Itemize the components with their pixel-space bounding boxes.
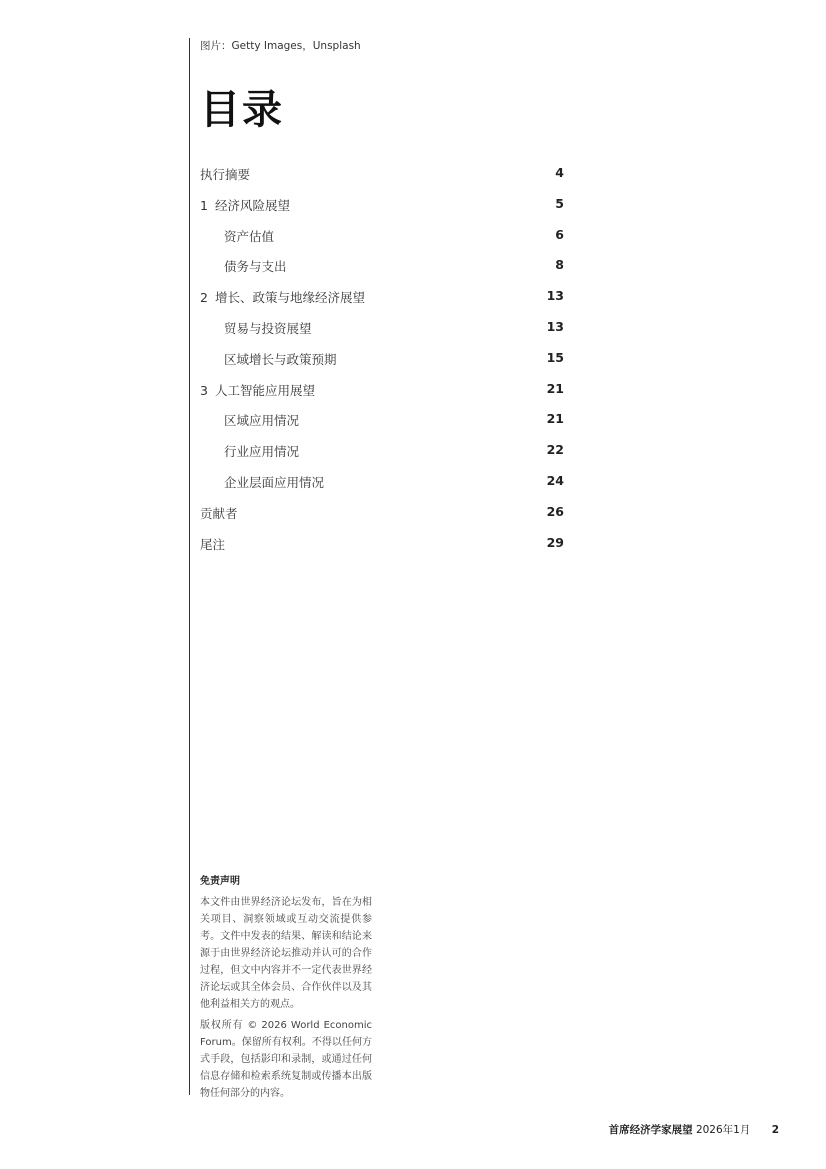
toc-section-number: 2: [200, 290, 208, 306]
toc-page-number: 15: [546, 349, 564, 365]
toc-item[interactable]: [200, 435, 565, 466]
toc-section-title: 贡献者: [200, 505, 238, 521]
toc-section-title: 区域增长与政策预期: [224, 351, 337, 367]
toc-section-number: 3: [200, 382, 208, 398]
toc-section-title: 企业层面应用情况: [224, 474, 325, 490]
toc-item-label: [200, 381, 315, 399]
toc-item-label: [200, 196, 290, 214]
toc-page-number: 13: [546, 288, 564, 304]
toc-item-label: [224, 257, 287, 275]
toc-section-title: 尾注: [200, 536, 226, 552]
photo-credit: 图片：Getty Images，Unsplash: [200, 40, 361, 52]
footer-report-title: 首席经济学家展望: [608, 1124, 693, 1136]
toc-section-title: 人工智能应用展望: [215, 382, 316, 398]
toc-item-label: [224, 442, 299, 460]
toc-item-label: [224, 319, 312, 337]
toc-item-label: [200, 165, 250, 183]
toc-item-label: [200, 535, 225, 553]
toc-page-number: 21: [546, 411, 564, 427]
table-of-contents: [200, 158, 565, 558]
page-footer: [609, 1122, 779, 1137]
toc-item-label: [200, 288, 365, 306]
toc-item-label: [224, 473, 324, 491]
toc-page-number: 5: [555, 195, 564, 211]
disclaimer: [200, 873, 372, 1106]
vertical-rule: [189, 38, 190, 1095]
toc-page-number: 22: [546, 442, 564, 458]
footer-page-number: 2: [771, 1124, 779, 1136]
toc-item[interactable]: [200, 466, 565, 497]
toc-item-label: [224, 411, 299, 429]
toc-item-label: [200, 504, 238, 522]
copyright-paragraph: 版权所有 © 2026 World Economic Forum。保留所有权利。不得以任何方式手段，包括影印和录制，或通过任何信息存储和检索系统复制或传播本出版物任何部分的内容。: [200, 1020, 372, 1099]
toc-item[interactable]: [200, 404, 565, 435]
toc-item-label: [224, 350, 337, 368]
toc-section-title: 经济风险展望: [215, 197, 291, 213]
toc-page-number: 24: [546, 472, 564, 488]
toc-item[interactable]: [200, 343, 565, 374]
disclaimer-paragraph: 本文件由世界经济论坛发布，旨在为相关项目、洞察领域或互动交流提供参考。文件中发表的结果、解读和结论来源于由世界经济论坛推动并认可的合作过程，但文中内容并不一定代表世界经济论坛或其全体会员、合作伙伴以及其他利益相关方的观点。: [200, 897, 372, 1010]
toc-item[interactable]: [200, 528, 565, 559]
disclaimer-title: 免责声明: [200, 876, 240, 887]
toc-page-number: 4: [555, 165, 564, 180]
toc-item[interactable]: [200, 250, 565, 281]
toc-item[interactable]: [200, 497, 565, 528]
toc-section-number: 1: [200, 197, 208, 213]
toc-section-title: 增长、政策与地缘经济展望: [215, 290, 366, 306]
toc-item[interactable]: [200, 220, 565, 251]
page-title: 目录: [200, 87, 284, 133]
toc-section-title: 区域应用情况: [224, 413, 300, 429]
toc-page-number: 21: [546, 380, 564, 396]
toc-section-title: 贸易与投资展望: [224, 320, 312, 336]
toc-page-number: 6: [555, 226, 564, 242]
toc-page-number: 29: [546, 534, 564, 550]
toc-item[interactable]: [200, 374, 565, 405]
toc-section-title: 执行摘要: [200, 167, 251, 182]
footer-date: 2026年1月: [695, 1124, 751, 1136]
toc-item[interactable]: [200, 281, 565, 312]
toc-item[interactable]: [200, 189, 565, 220]
toc-item[interactable]: [200, 312, 565, 343]
toc-item[interactable]: [200, 158, 565, 189]
toc-section-title: 行业应用情况: [224, 444, 300, 460]
toc-page-number: 8: [555, 257, 564, 273]
toc-page-number: 26: [546, 503, 564, 519]
toc-page-number: 13: [546, 318, 564, 334]
toc-section-title: 资产估值: [224, 228, 275, 244]
toc-section-title: 债务与支出: [224, 259, 287, 275]
toc-item-label: [224, 227, 274, 245]
